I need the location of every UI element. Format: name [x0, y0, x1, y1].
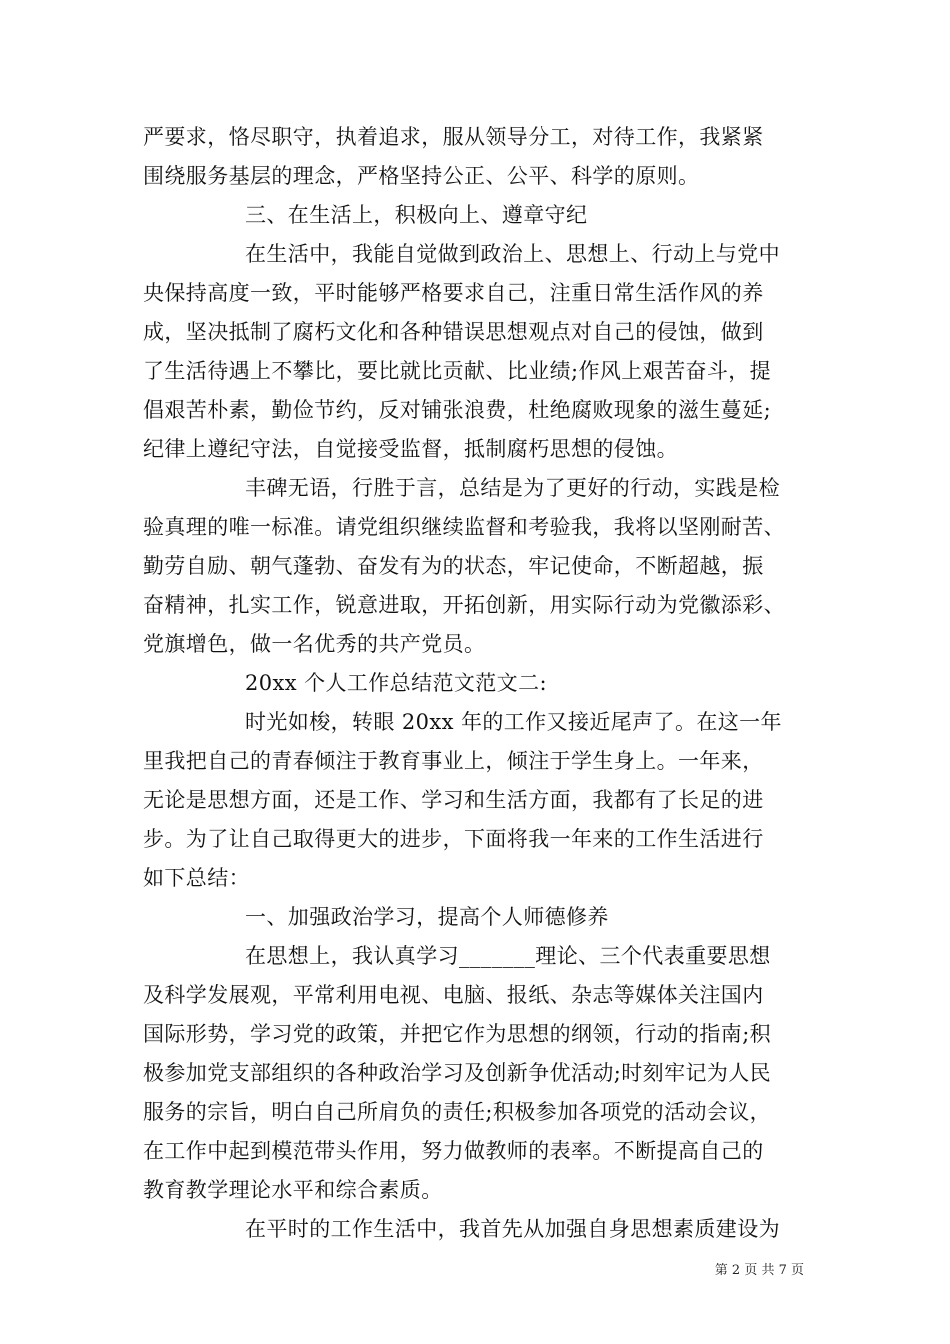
text-line: 了生活待遇上不攀比，要比就比贡献、比业绩;作风上艰苦奋斗，提	[143, 359, 772, 383]
text-line: 在平时的工作生活中，我首先从加强自身思想素质建设为	[245, 1217, 780, 1241]
text-line: 围绕服务基层的理念，严格坚持公正、公平、科学的原则。	[143, 164, 700, 188]
text-line: 党旗增色，做一名优秀的共产党员。	[143, 632, 486, 656]
text-line: 无论是思想方面，还是工作、学习和生活方面，我都有了长足的进	[143, 788, 764, 812]
section-heading: 一、加强政治学习，提高个人师德修养	[245, 905, 609, 929]
text-line: 倡艰苦朴素，勤俭节约，反对铺张浪费，杜绝腐败现象的滋生蔓延;	[143, 398, 772, 422]
text-line: 在思想上，我认真学习_______理论、三个代表重要思想	[245, 944, 771, 968]
section-heading: 20xx 个人工作总结范文范文二:	[245, 671, 547, 695]
text-line: 在生活中，我能自觉做到政治上、思想上、行动上与党中	[245, 242, 780, 266]
text-line: 极参加党支部组织的各种政治学习及创新争优活动;时刻牢记为人民	[143, 1061, 772, 1085]
text-line: 时光如梭，转眼 20xx 年的工作又接近尾声了。在这一年	[245, 710, 782, 734]
text-line: 国际形势，学习党的政策，并把它作为思想的纲领，行动的指南;积	[143, 1022, 772, 1046]
text-line: 在工作中起到模范带头作用，努力做教师的表率。不断提高自己的	[143, 1139, 764, 1163]
text-line: 央保持高度一致，平时能够严格要求自己，注重日常生活作风的养	[143, 281, 764, 305]
text-line: 教育教学理论水平和综合素质。	[143, 1178, 443, 1202]
text-line: 服务的宗旨，明白自己所肩负的责任;积极参加各项党的活动会议，	[143, 1100, 772, 1124]
text-line: 严要求，恪尽职守，执着追求，服从领导分工，对待工作，我紧紧	[143, 125, 764, 149]
text-line: 及科学发展观，平常利用电视、电脑、报纸、杂志等媒体关注国内	[143, 983, 764, 1007]
text-line: 丰碑无语，行胜于言，总结是为了更好的行动，实践是检	[245, 476, 780, 500]
section-heading: 三、在生活上，积极向上、遵章守纪	[245, 203, 588, 227]
text-line: 步。为了让自己取得更大的进步，下面将我一年来的工作生活进行	[143, 827, 764, 851]
text-line: 如下总结：	[143, 866, 250, 890]
text-line: 勤劳自励、朝气蓬勃、奋发有为的状态，牢记使命，不断超越，振	[143, 554, 764, 578]
text-line: 验真理的唯一标准。请党组织继续监督和考验我，我将以坚刚耐苦、	[143, 515, 785, 539]
text-line: 奋精神，扎实工作，锐意进取，开拓创新，用实际行动为党徽添彩、	[143, 593, 785, 617]
text-line: 纪律上遵纪守法，自觉接受监督，抵制腐朽思想的侵蚀。	[143, 437, 678, 461]
text-line: 里我把自己的青春倾注于教育事业上，倾注于学生身上。一年来，	[143, 749, 764, 773]
page-number: 第 2 页 共 7 页	[714, 1263, 804, 1278]
text-line: 成，坚决抵制了腐朽文化和各种错误思想观点对自己的侵蚀，做到	[143, 320, 764, 344]
